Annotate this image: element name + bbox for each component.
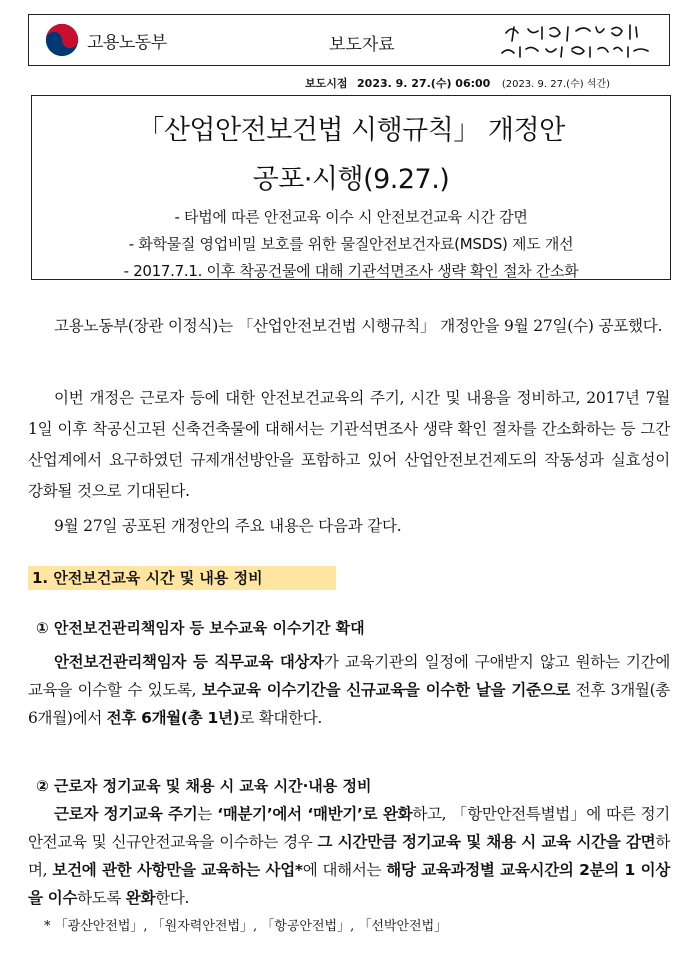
- document-type: 보도자료: [329, 35, 395, 55]
- emphasis-text: 해당 교육과정별 교육시간의 2분의 1 이상을 이수: [28, 861, 670, 907]
- emphasis-text: ‘매분기’에서 ‘매반기’로 완화: [217, 805, 413, 823]
- body-text: 하도록: [77, 889, 126, 907]
- headline-point-3: - 2017.7.1. 이후 착공건물에 대해 기관석면조사 생략 확인 절차 간소화: [123, 262, 579, 280]
- ministry-logo-group: [29, 15, 239, 65]
- body-text: 는: [197, 805, 218, 823]
- headline-title: 「산업안전보건법 시행규칙」 개정안: [137, 115, 565, 146]
- subsection-heading-2: ② 근로자 정기교육 및 채용 시 교육 시간·내용 정비: [36, 777, 372, 795]
- headline-point-1: - 타법에 따른 안전교육 이수 시 안전보건교육 시간 감면: [174, 208, 528, 226]
- lead-in-paragraph: 9월 27일 공포된 개정안의 주요 내용은 다음과 같다.: [54, 517, 402, 535]
- body-text: 전후 3개월(총 6개월)에서: [28, 681, 670, 727]
- body-text: 에 대해서는: [302, 861, 387, 879]
- body-text: 하고, 「항만안전특별법」에 따른 정기안전교육 및 신규안전교육을 이수하는 경우: [28, 805, 670, 851]
- slogan-signature: [484, 19, 659, 63]
- emphasis-text: 보건에 관한 사항만을 교육하는 사업*: [52, 861, 303, 879]
- subsection-paragraph-1: [28, 648, 670, 732]
- section-heading: 1. 안전보건교육 시간 및 내용 정비: [28, 566, 336, 590]
- letterhead: [28, 14, 670, 66]
- emphasis-text: 전후 6개월(총 1년): [106, 709, 240, 727]
- release-info: [305, 75, 675, 91]
- body-text: 로 확대한다.: [239, 709, 323, 727]
- emphasis-text: 완화: [125, 889, 156, 907]
- body-text: 한다.: [155, 889, 190, 907]
- release-label: 보도시점: [305, 77, 348, 90]
- emphasis-text: 안전보건관리책임자 등 직무교육 대상자: [54, 653, 324, 671]
- body-text: 하며,: [28, 833, 670, 879]
- emphasis-text: 근로자 정기교육 주기: [54, 805, 198, 823]
- government-emblem-icon: [45, 23, 79, 57]
- release-time: 2023. 9. 27.(수) 06:00: [357, 77, 491, 90]
- subsection-paragraph-2: [28, 800, 670, 912]
- emphasis-text: 그 시간만큼 정기교육 및 채용 시 교육 시간을 감면: [317, 833, 656, 851]
- footnote: * 「광산안전법」, 「원자력안전법」, 「항공안전법」, 「선박안전법」: [44, 919, 448, 934]
- intro-paragraph: 고용노동부(장관 이정식)는 「산업안전보건법 시행규칙」 개정안을 9월 27일(수) 공포했다.: [54, 317, 663, 335]
- subsection-heading-1: ① 안전보건관리책임자 등 보수교육 이수기간 확대: [36, 619, 365, 637]
- headline-point-2: - 화학물질 영업비밀 보호를 위한 물질안전보건자료(MSDS) 제도 개선: [128, 235, 574, 253]
- release-evening-edition: (2023. 9. 27.(수) 석간): [501, 79, 611, 90]
- headline-subtitle: 공포·시행(9.27.): [252, 164, 450, 195]
- headline-box: [31, 95, 671, 280]
- body-text: 가 교육기관의 일정에 구애받지 않고 원하는 기간에 교육을 이수할 수 있도록,: [28, 653, 670, 699]
- summary-paragraph: 이번 개정은 근로자 등에 대한 안전보건교육의 주기, 시간 및 내용을 정비하고, 2017년 7월 1일 이후 착공신고된 신축건축물에 대해서는 기관석면조사 생략 확인 절차를 간소화하는 등 그간 산업계에서 요구하였던 규제개선방안을 포함하고 있어 산업안전보건제도의 작동성과 실효성이 강화될 것으로 기대된다.: [28, 389, 670, 500]
- ministry-name: 고용노동부: [87, 32, 167, 53]
- emphasis-text: 보수교육 이수기간을 신규교육을 이수한 날을 기준으로: [201, 681, 571, 699]
